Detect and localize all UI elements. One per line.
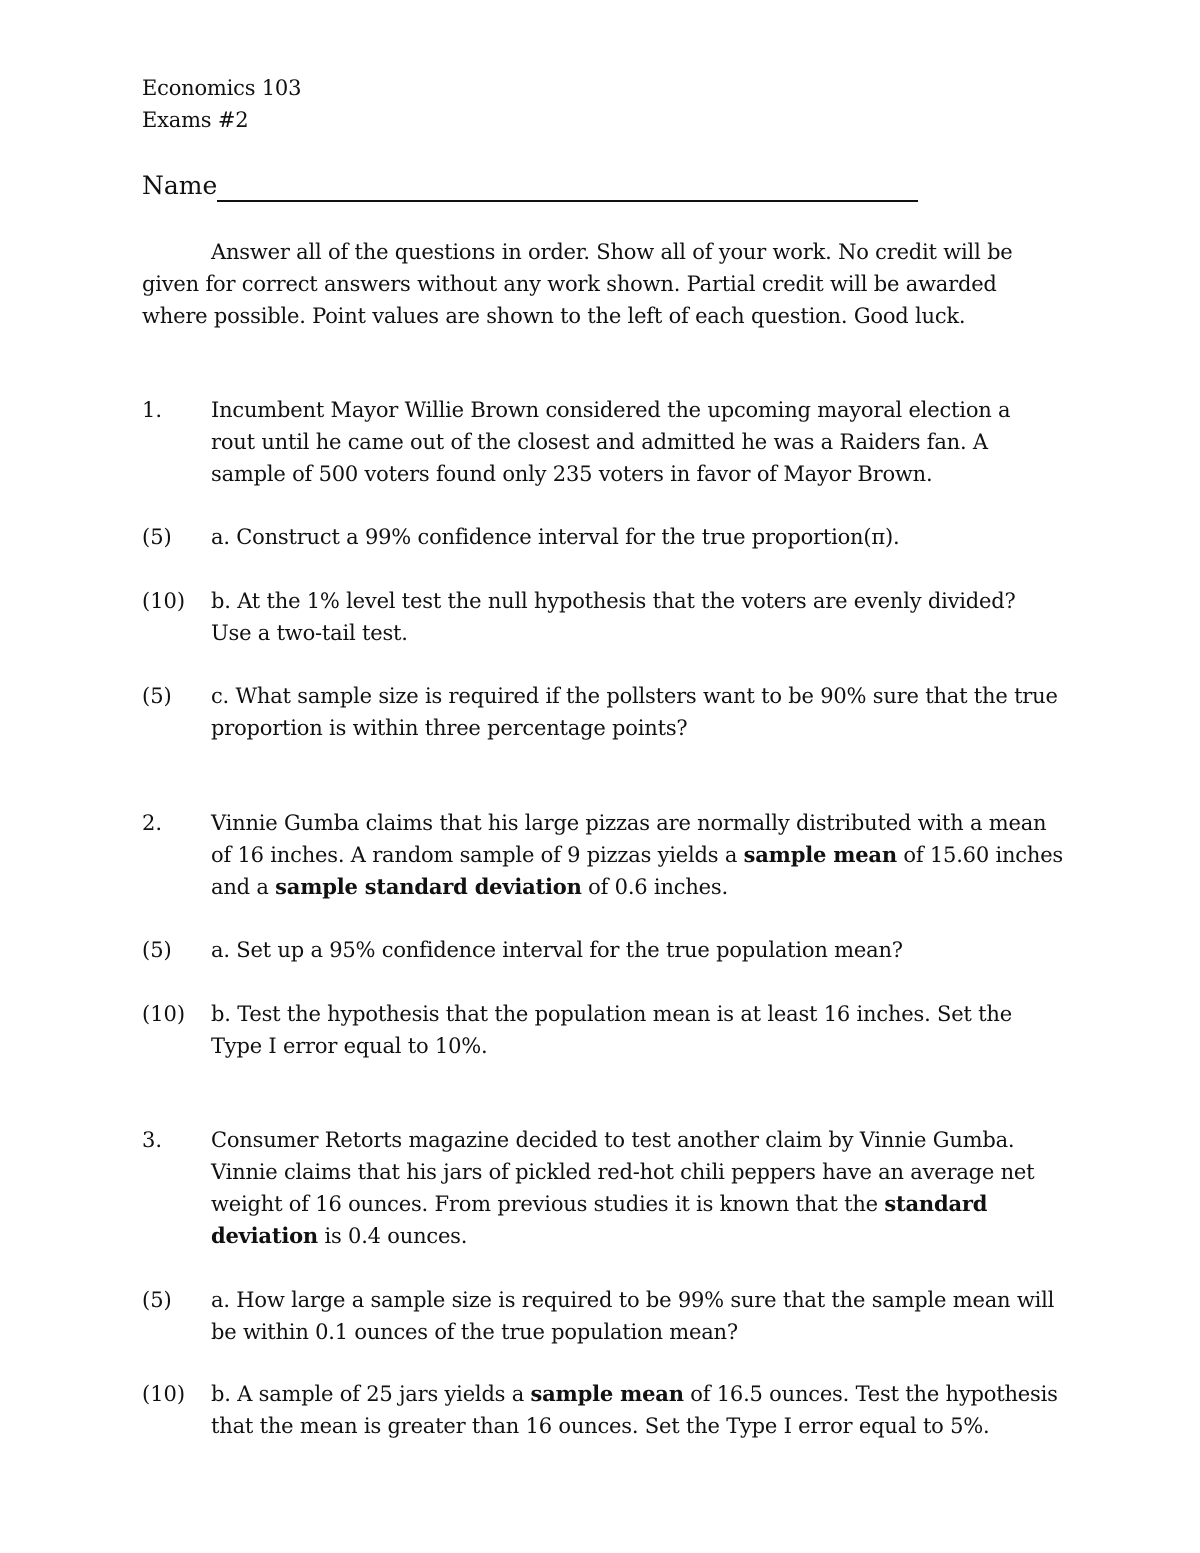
question-1b-line: b. At the 1% level test the null hypothesis that the voters are evenly divided? [211,589,1016,613]
bold-term: sample standard deviation [275,874,582,899]
question-3b-text-run: of 16.5 ounces. Test the hypothesis [683,1382,1058,1406]
question-1-line: Incumbent Mayor Willie Brown considered the upcoming mayoral election a [211,398,1011,422]
question-3a-line: a. How large a sample size is required to be 99% sure that the sample mean will [211,1288,1055,1312]
question-3b-text-run: b. A sample of 25 jars yields a [211,1382,531,1406]
instructions-line-2: given for correct answers without any work shown. Partial credit will be awarded [142,272,997,296]
question-1b-line: Use a two-tail test. [211,621,408,645]
question-3-text-run: weight of 16 ounces. From previous studies it is known that the [211,1192,885,1216]
question-2-text-run: and a [211,875,276,899]
question-1c-line: proportion is within three percentage points? [211,716,688,740]
question-1c-line: c. What sample size is required if the pollsters want to be 90% sure that the true [211,684,1058,708]
question-1-number: 1. [142,398,163,422]
question-1a-line: a. Construct a 99% confidence interval for the true proportion(π). [211,525,900,549]
question-3-line: Consumer Retorts magazine decided to test another claim by Vinnie Gumba. [211,1128,1015,1152]
name-blank-line [217,200,918,202]
name-label: Name [142,171,218,200]
instructions-line-1: Answer all of the questions in order. Show all of your work. No credit will be [211,240,1013,264]
question-1-text [211,394,1061,490]
question-1b-points: (10) [142,589,186,613]
question-2a-line: a. Set up a 95% confidence interval for the true population mean? [211,938,903,962]
bold-term: standard [884,1191,988,1216]
question-3-number: 3. [142,1128,163,1152]
bold-term: deviation [211,1223,318,1248]
question-3b-line [211,1378,1061,1410]
question-3a-text [211,1284,1061,1348]
question-2b-line: Type I error equal to 10%. [211,1034,488,1058]
question-3-line [211,1188,1061,1220]
question-1a-points: (5) [142,525,172,549]
question-3-text [211,1124,1061,1252]
bold-term: sample mean [530,1381,684,1406]
question-3a-points: (5) [142,1288,172,1312]
question-3-line: Vinnie claims that his jars of pickled red-hot chili peppers have an average net [211,1160,1035,1184]
question-2-text-run: of 15.60 inches [896,843,1063,867]
question-1-line: sample of 500 voters found only 235 voters in favor of Mayor Brown. [211,462,933,486]
question-2-line [211,871,1061,903]
question-1c-points: (5) [142,684,172,708]
question-1c-text [211,680,1061,744]
instructions [142,236,1042,332]
question-2-line [211,839,1061,871]
question-1-line: rout until he came out of the closest and admitted he was a Raiders fan. A [211,430,988,454]
question-3-line [211,1220,1061,1252]
question-1b-text [211,585,1061,649]
question-2a-points: (5) [142,938,172,962]
question-2-number: 2. [142,811,163,835]
question-3-text-run: is 0.4 ounces. [317,1224,468,1248]
question-2-text-run: of 0.6 inches. [581,875,728,899]
question-2-text [211,807,1061,903]
exam-title: Exams #2 [142,108,249,132]
question-3a-line: be within 0.1 ounces of the true population mean? [211,1320,738,1344]
question-2-line: Vinnie Gumba claims that his large pizzas are normally distributed with a mean [211,811,1047,835]
bold-term: sample mean [743,842,897,867]
question-2a-text [211,934,1061,966]
question-2b-points: (10) [142,1002,186,1026]
course-title: Economics 103 [142,76,302,100]
question-1a-text [211,521,1061,553]
question-3b-line: that the mean is greater than 16 ounces. Set the Type I error equal to 5%. [211,1414,990,1438]
question-2b-text [211,998,1061,1062]
instructions-line-3: where possible. Point values are shown to the left of each question. Good luck. [142,304,966,328]
question-2-text-run: of 16 inches. A random sample of 9 pizzas yields a [211,843,744,867]
question-3b-text [211,1378,1061,1442]
question-3b-points: (10) [142,1382,186,1406]
question-2b-line: b. Test the hypothesis that the population mean is at least 16 inches. Set the [211,1002,1012,1026]
